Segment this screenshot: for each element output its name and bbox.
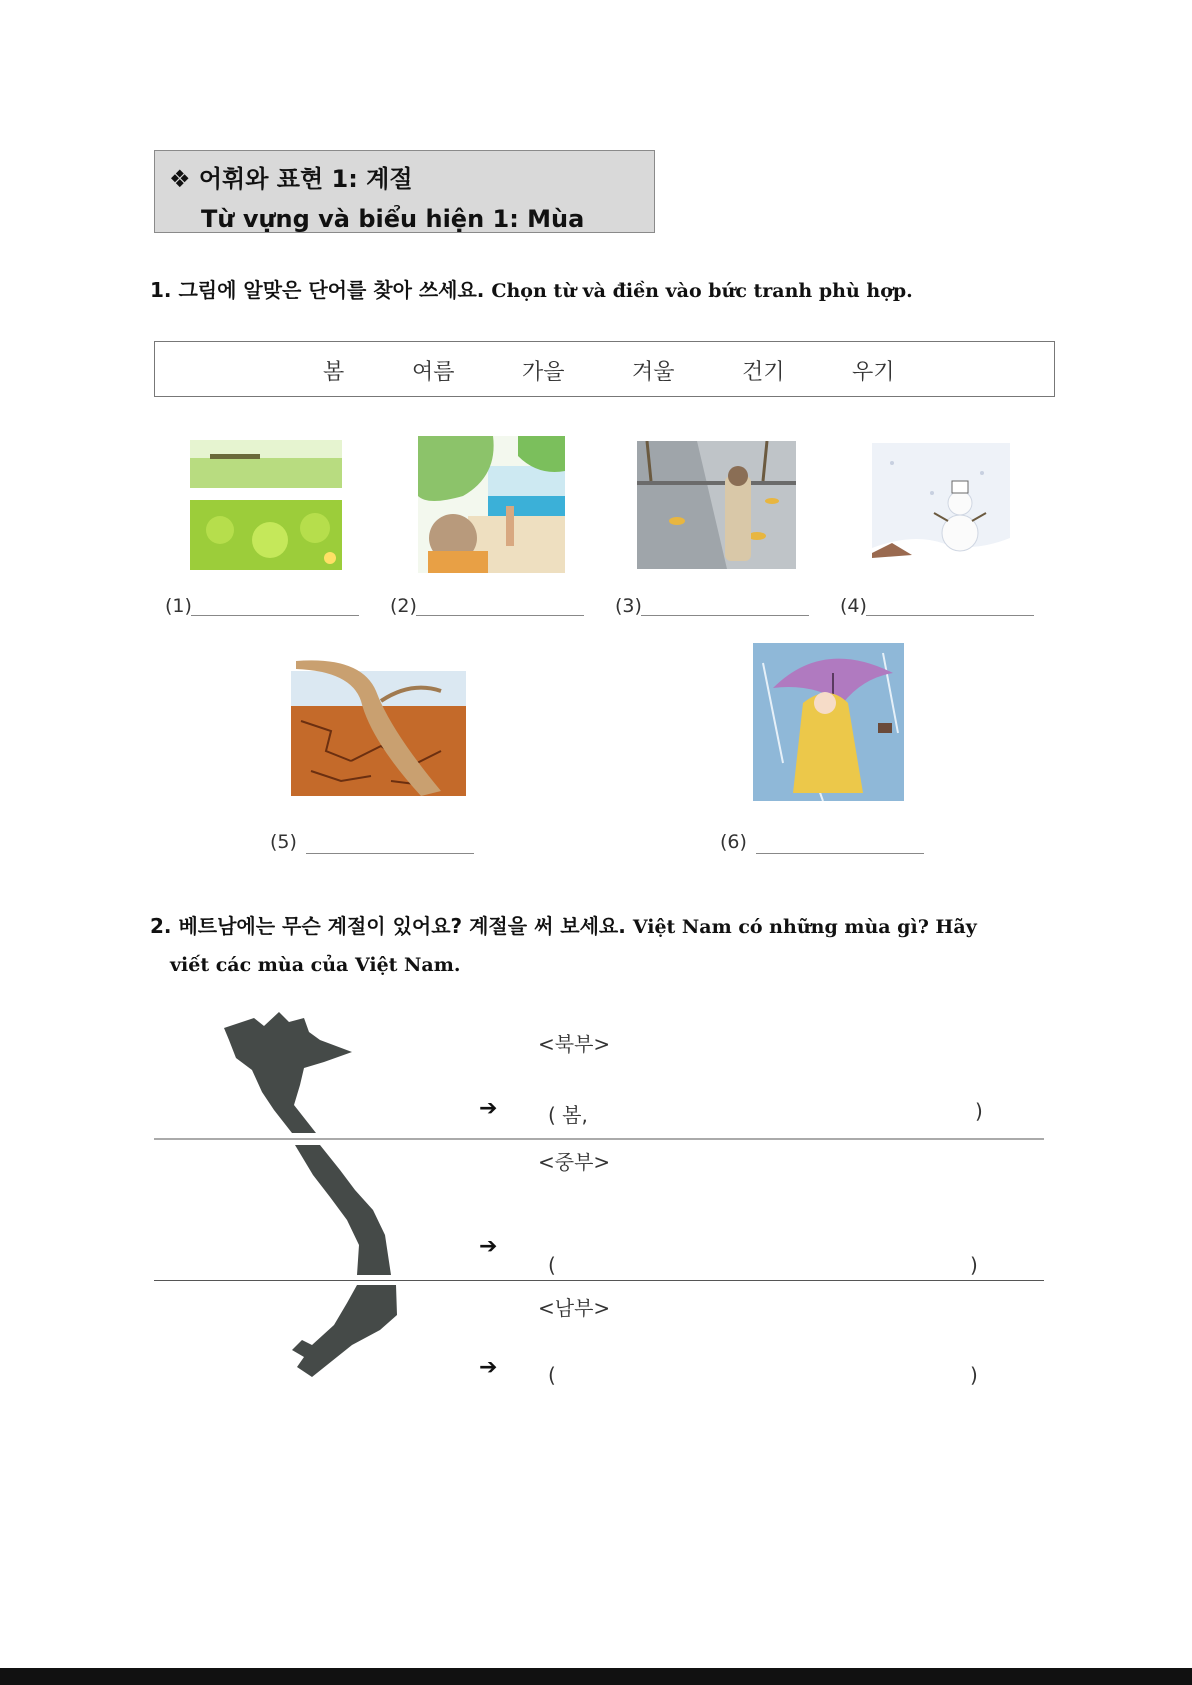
answer-field-north[interactable]: ( 봄, <box>548 1103 588 1127</box>
picture-winter-snowman <box>872 443 1010 566</box>
question-2 <box>150 907 1062 984</box>
word-bank <box>154 341 1055 397</box>
arrow-icon: ➔ <box>479 1096 498 1121</box>
answer-label-3: (3) <box>615 595 642 617</box>
picture-rain-raincoat <box>753 643 904 801</box>
answer-blank-5[interactable] <box>306 853 474 854</box>
map-south-vietnam-icon <box>292 1285 400 1380</box>
arrow-icon: ➔ <box>479 1234 498 1259</box>
divider <box>154 1138 1044 1140</box>
answer-close-paren: ) <box>975 1099 983 1123</box>
region-label-south: <남부> <box>538 1296 611 1320</box>
answer-field-central[interactable]: ( <box>548 1253 556 1277</box>
answer-blank-6[interactable] <box>756 853 924 854</box>
answer-label-5: (5) <box>270 831 297 853</box>
picture-autumn-street <box>637 441 796 569</box>
answer-blank-2[interactable] <box>416 615 584 616</box>
answer-label-1: (1) <box>165 595 192 617</box>
picture-spring-meadow <box>190 440 342 570</box>
word-bank-item: 봄 <box>323 360 345 385</box>
question-1-korean: 1. 그림에 알맞은 단어를 찾아 쓰세요. <box>150 278 485 302</box>
answer-blank-3[interactable] <box>641 615 809 616</box>
question-2-vietnamese-b: viết các mùa của Việt Nam. <box>170 954 461 976</box>
answer-blank-1[interactable] <box>191 615 359 616</box>
region-label-central: <중부> <box>538 1150 611 1174</box>
map-central-vietnam-icon <box>295 1145 395 1275</box>
answer-label-4: (4) <box>840 595 867 617</box>
page-bottom-edge <box>0 1668 1192 1685</box>
section-title-vietnamese: Từ vựng và biểu hiện 1: Mùa <box>201 205 585 233</box>
answer-close-paren: ) <box>970 1363 978 1387</box>
word-bank-item: 여름 <box>412 360 455 385</box>
answer-label-6: (6) <box>720 831 747 853</box>
section-title-korean: ❖ 어휘와 표현 1: 계절 <box>169 165 413 193</box>
section-title-box <box>154 150 655 233</box>
question-1-vietnamese: Chọn từ và điền vào bức tranh phù hợp. <box>491 280 913 302</box>
region-label-north: <북부> <box>538 1032 611 1056</box>
question-2-korean: 2. 베트남에는 무슨 계절이 있어요? 계절을 써 보세요. <box>150 914 626 938</box>
arrow-icon: ➔ <box>479 1355 498 1380</box>
divider <box>154 1280 1044 1281</box>
answer-label-2: (2) <box>390 595 417 617</box>
answer-close-paren: ) <box>970 1253 978 1277</box>
question-2-vietnamese-a: Việt Nam có những mùa gì? Hãy <box>632 916 977 938</box>
picture-summer-beach <box>418 436 565 573</box>
answer-field-south[interactable]: ( <box>548 1363 556 1387</box>
answer-blank-4[interactable] <box>866 615 1034 616</box>
word-bank-item: 우기 <box>852 360 895 385</box>
word-bank-item: 겨울 <box>632 360 675 385</box>
word-bank-item: 건기 <box>742 360 785 385</box>
picture-dry-cracked-earth <box>291 651 466 796</box>
question-1 <box>150 274 913 303</box>
word-bank-item: 가을 <box>522 360 565 385</box>
map-north-vietnam-icon <box>224 1010 354 1135</box>
